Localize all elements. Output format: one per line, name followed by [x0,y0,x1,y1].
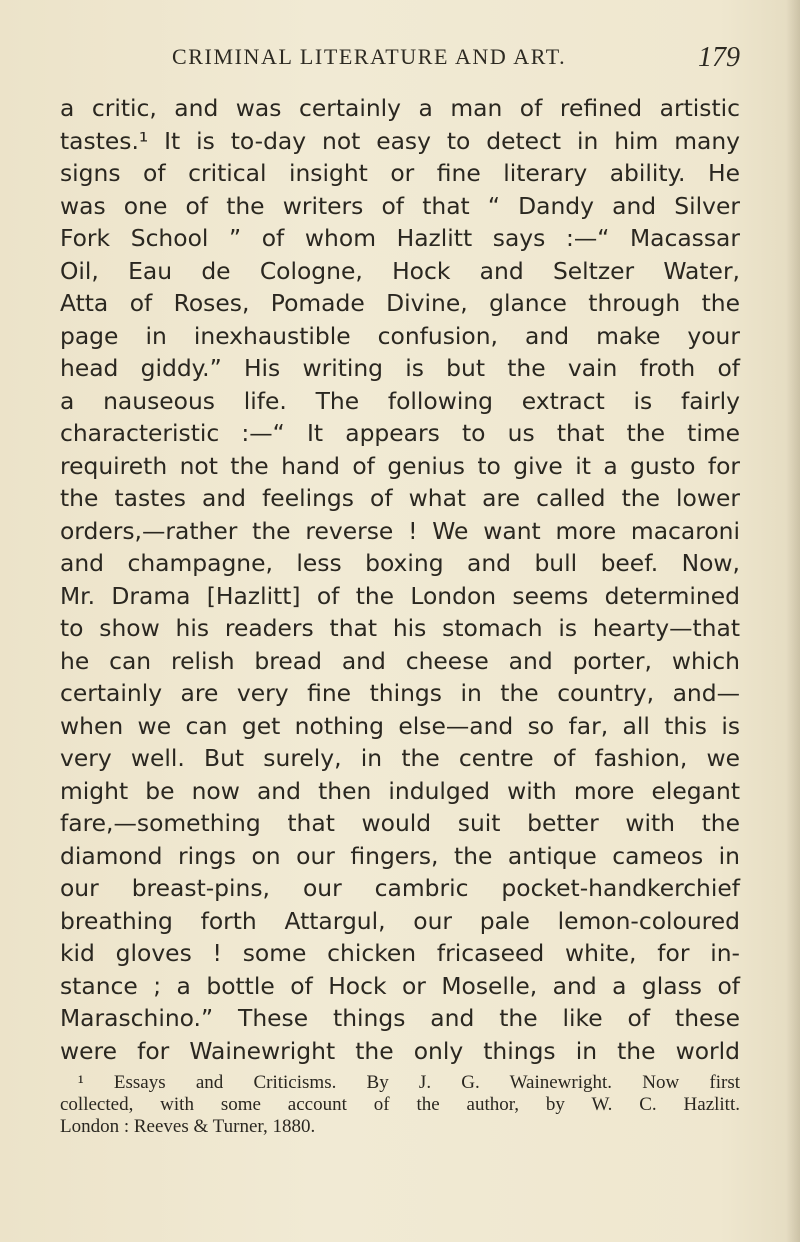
text-line: might be now and then indulged with more elegant [60,776,740,805]
text-line: Oil, Eau de Cologne, Hock and Seltzer Water, [60,256,740,285]
running-head-title: CRIMINAL LITERATURE AND ART. [172,44,567,69]
text-line: were for Wainewright the only things in the world [60,1036,740,1065]
text-line: requireth not the hand of genius to give it a gusto for [60,451,740,480]
body-text [60,92,740,1067]
text-line: characteristic :—“ It appears to us that the time [60,419,740,447]
text-line: Atta of Roses, Pomade Divine, glance through the [60,289,740,317]
text-line: Mr. Drama [Hazlitt] of the London seems determined [60,581,740,610]
footnote-line: collected, with some account of the author, by W. C. Hazlitt. [60,1094,740,1115]
text-line: to show his readers that his stomach is hearty—that [60,614,740,642]
text-line: orders,—rather the reverse ! We want more macaroni [60,516,740,545]
text-line: was one of the writers of that “ Dandy and Silver [60,191,740,220]
text-line: he can relish bread and cheese and porter, which [60,646,740,675]
text-line: signs of critical insight or fine literary ability. He [60,159,740,187]
text-line: a nauseous life. The following extract is fairly [60,386,740,415]
text-line: our breast-pins, our cambric pocket-handkerchief [60,874,740,902]
text-line: very well. But surely, in the centre of fashion, we [60,744,740,772]
text-line: diamond rings on our fingers, the antique cameos in [60,841,740,870]
text-line: stance ; a bottle of Hock or Moselle, and a glass of [60,971,740,1000]
text-line: page in inexhaustible confusion, and make your [60,321,740,350]
text-line: kid gloves ! some chicken fricaseed white, for in- [60,939,740,967]
text-line: a critic, and was certainly a man of refined artistic [60,94,740,122]
text-line: the tastes and feelings of what are called the lower [60,484,740,512]
running-head [60,44,740,84]
footnote-line: ¹ Essays and Criticisms. By J. G. Wainewright. Now first [78,1072,740,1093]
text-line: and champagne, less boxing and bull beef. Now, [60,549,740,577]
page-number: 179 [698,42,740,73]
text-line: Fork School ” of whom Hazlitt says :—“ Macassar [60,224,740,252]
text-line: fare,—something that would suit better with the [60,809,740,837]
text-line: tastes.¹ It is to-day not easy to detect in him many [60,126,740,155]
text-line: breathing forth Attargul, our pale lemon-coloured [60,906,740,935]
footnote-line: London : Reeves & Turner, 1880. [60,1116,316,1137]
footnote [60,1072,740,1138]
text-line: Maraschino.” These things and the like of these [60,1004,740,1032]
page-edge-shadow [786,0,800,1242]
text-line: when we can get nothing else—and so far, all this is [60,711,740,740]
text-line: certainly are very fine things in the country, and— [60,679,740,707]
text-line: head giddy.” His writing is but the vain froth of [60,354,740,382]
